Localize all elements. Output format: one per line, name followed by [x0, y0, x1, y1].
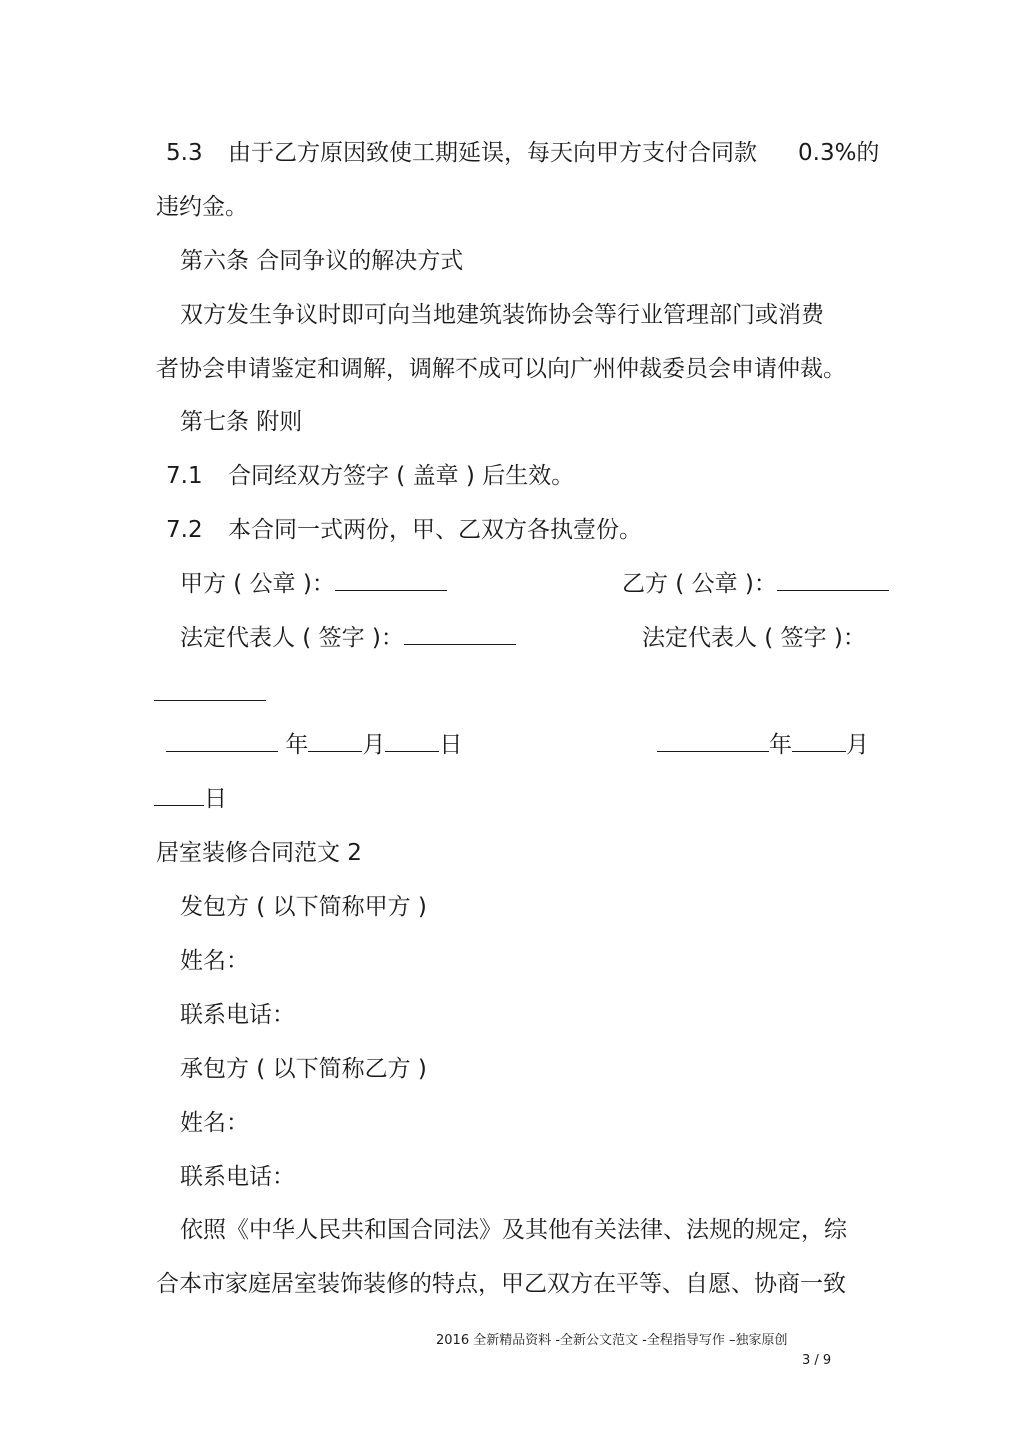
contractor-party-label: 承包方 ( 以下简称乙方 ) [180, 1056, 427, 1082]
party-a-month-blank [308, 731, 362, 752]
article-6-paragraph-line-2: 者协会申请鉴定和调解，调解不成可以向广州仲裁委员会申请仲裁。 [156, 356, 846, 382]
page-number: 3 / 9 [802, 1353, 832, 1368]
party-b-seal-text: 乙方 ( 公章 )： [622, 571, 777, 597]
contract-2-title: 居室装修合同范文 2 [156, 840, 362, 866]
clause-5-3-rate: 0.3%的 [798, 140, 880, 166]
party-b-day [154, 784, 227, 814]
article-7-heading: 第七条 附则 [180, 409, 303, 435]
footer-tagline: 2016 全新精品资料 -全新公文范文 -全程指导写作 –独家原创 [436, 1333, 788, 1348]
party-b-seal-label [622, 569, 889, 599]
client-phone-label: 联系电话： [180, 1002, 295, 1028]
party-a-date [166, 730, 462, 760]
party-a-representative-blank [404, 624, 516, 645]
party-b-day-label: 日 [204, 786, 227, 812]
party-b-representative-blank [154, 700, 266, 701]
party-b-date [657, 730, 869, 760]
clause-5-3-text: 由于乙方原因致使工期延误，每天向甲方支付合同款 [228, 140, 757, 166]
party-a-representative-text: 法定代表人 ( 签字 )： [180, 625, 404, 651]
clause-7-2-text: 本合同一式两份，甲、乙双方各执壹份。 [228, 517, 642, 543]
party-a-day-blank [385, 731, 439, 752]
contractor-name-label: 姓名： [180, 1110, 249, 1136]
contract-2-paragraph-line-2: 合本市家庭居室装饰装修的特点，甲乙双方在平等、自愿、协商一致 [156, 1271, 846, 1297]
clause-7-1-text: 合同经双方签字 ( 盖章 ) 后生效。 [228, 463, 575, 489]
client-name-label: 姓名： [180, 948, 249, 974]
party-b-month-label: 月 [846, 732, 869, 758]
clause-7-2-number: 7.2 [166, 517, 203, 543]
party-b-month-blank [792, 731, 846, 752]
party-a-year-label: 年 [285, 732, 309, 758]
party-b-year-label: 年 [769, 732, 792, 758]
party-a-seal-text: 甲方 ( 公章 )： [180, 571, 335, 597]
party-a-representative-label [180, 623, 516, 653]
contract-2-paragraph-line-1: 依照《中华人民共和国合同法》及其他有关法律、法规的规定，综 [180, 1217, 847, 1243]
party-a-day-label: 日 [439, 732, 463, 758]
party-b-seal-blank [777, 570, 889, 591]
clause-5-3-number: 5.3 [166, 140, 203, 166]
party-b-representative-label: 法定代表人 ( 签字 )： [642, 625, 866, 651]
party-b-day-blank [154, 785, 204, 806]
party-a-seal-blank [335, 570, 447, 591]
client-party-label: 发包方 ( 以下简称甲方 ) [180, 894, 427, 920]
party-a-year-blank [166, 731, 278, 752]
contractor-phone-label: 联系电话： [180, 1164, 295, 1190]
article-6-heading: 第六条 合同争议的解决方式 [180, 248, 464, 274]
party-a-seal-label [180, 569, 447, 599]
party-b-year-blank [657, 731, 769, 752]
clause-7-1-number: 7.1 [166, 463, 203, 489]
party-a-month-label: 月 [362, 732, 386, 758]
clause-5-3-continuation: 违约金。 [156, 194, 248, 220]
article-6-paragraph-line-1: 双方发生争议时即可向当地建筑装饰协会等行业管理部门或消费 [180, 302, 824, 328]
